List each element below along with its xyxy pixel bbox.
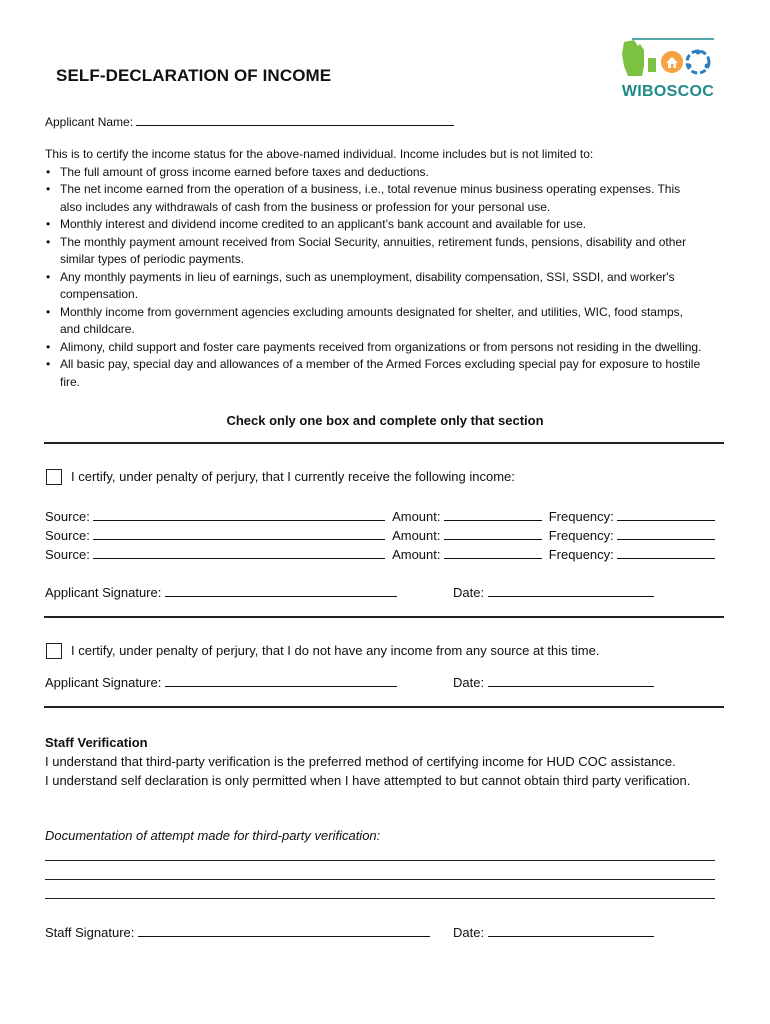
source-field[interactable] bbox=[93, 508, 385, 521]
date-row bbox=[453, 584, 654, 600]
frequency-label: Frequency: bbox=[548, 547, 614, 562]
amount-field[interactable] bbox=[444, 508, 542, 521]
instruction-text: Check only one box and complete only that section bbox=[226, 413, 544, 428]
applicant-name-row bbox=[45, 113, 454, 132]
date-label: Date: bbox=[453, 675, 485, 690]
staff-text-line: I understand that third-party verification is the preferred method of certifying income for HUD COC assistance. bbox=[45, 754, 676, 769]
date-row bbox=[453, 674, 654, 690]
income-checkbox[interactable] bbox=[46, 469, 62, 485]
certify-income-text: I certify, under penalty of perjury, that I currently receive the following income: bbox=[71, 469, 515, 484]
applicant-name-field[interactable] bbox=[136, 113, 454, 126]
page-title: SELF-DECLARATION OF INCOME bbox=[56, 66, 332, 85]
staff-verification bbox=[45, 733, 735, 790]
wiboscoc-logo bbox=[614, 36, 722, 104]
list-item: • Monthly interest and dividend income credited to an applicant’s bank account and available for use. bbox=[45, 216, 725, 234]
income-bullet-list bbox=[45, 164, 725, 392]
documentation-line[interactable] bbox=[45, 879, 715, 880]
applicant-signature-row bbox=[45, 674, 397, 690]
signature-label: Staff Signature: bbox=[45, 925, 135, 940]
source-field[interactable] bbox=[93, 527, 385, 540]
divider bbox=[44, 442, 724, 444]
amount-label: Amount: bbox=[392, 547, 441, 562]
documentation-line[interactable] bbox=[45, 898, 715, 899]
source-label: Source: bbox=[45, 528, 90, 543]
staff-heading: Staff Verification bbox=[45, 735, 148, 750]
staff-text-line: I understand self declaration is only permitted when I have attempted to but cannot obtain third party verification. bbox=[45, 773, 691, 788]
amount-label: Amount: bbox=[392, 509, 441, 524]
staff-signature-field[interactable] bbox=[138, 924, 430, 937]
date-field[interactable] bbox=[488, 584, 654, 597]
income-row bbox=[45, 527, 715, 543]
documentation-line[interactable] bbox=[45, 860, 715, 861]
applicant-name-label: Applicant Name: bbox=[45, 115, 134, 129]
frequency-label: Frequency: bbox=[548, 509, 614, 524]
divider bbox=[44, 706, 724, 708]
amount-label: Amount: bbox=[392, 528, 441, 543]
source-label: Source: bbox=[45, 509, 90, 524]
signature-label: Applicant Signature: bbox=[45, 675, 162, 690]
logo-graphic-icon bbox=[614, 36, 722, 84]
list-item: • All basic pay, special day and allowances of a member of the Armed Forces excluding special pay for exposure to hostile fire. bbox=[45, 356, 725, 391]
signature-label: Applicant Signature: bbox=[45, 585, 162, 600]
intro-text: This is to certify the income status for the above-named individual. Income includes but is not limited to: bbox=[45, 147, 594, 161]
no-income-checkbox[interactable] bbox=[46, 643, 62, 659]
list-item: • The monthly payment amount received from Social Security, annuities, retirement funds, pensions, disability and other similar types of periodic payments. bbox=[45, 234, 725, 269]
list-item: • Alimony, child support and foster care payments received from organizations or from persons not residing in the dwelling. bbox=[45, 339, 725, 357]
list-item: • The net income earned from the operation of a business, i.e., total revenue minus business operating expenses. This also includes any withdrawals of cash from the business or profession for your personal use. bbox=[45, 181, 725, 216]
logo-text: WIBOSCOC bbox=[621, 83, 715, 100]
income-definition bbox=[45, 146, 725, 391]
income-row bbox=[45, 546, 715, 562]
applicant-signature-row bbox=[45, 584, 397, 600]
amount-field[interactable] bbox=[444, 527, 542, 540]
frequency-field[interactable] bbox=[617, 546, 715, 559]
applicant-signature-field[interactable] bbox=[165, 584, 397, 597]
date-label: Date: bbox=[453, 585, 485, 600]
frequency-label: Frequency: bbox=[548, 528, 614, 543]
applicant-signature-field[interactable] bbox=[165, 674, 397, 687]
divider bbox=[44, 616, 724, 618]
date-row bbox=[453, 924, 654, 940]
frequency-field[interactable] bbox=[617, 508, 715, 521]
source-field[interactable] bbox=[93, 546, 385, 559]
amount-field[interactable] bbox=[444, 546, 542, 559]
staff-signature-row bbox=[45, 924, 430, 940]
income-row bbox=[45, 508, 715, 524]
list-item: • Monthly income from government agencies excluding amounts designated for shelter, and utilities, WIC, food stamps, and childcare. bbox=[45, 304, 725, 339]
documentation-label: Documentation of attempt made for third-party verification: bbox=[45, 828, 381, 843]
date-label: Date: bbox=[453, 925, 485, 940]
source-label: Source: bbox=[45, 547, 90, 562]
date-field[interactable] bbox=[488, 924, 654, 937]
list-item: • Any monthly payments in lieu of earnings, such as unemployment, disability compensation, SSI, SSDI, and worker's compensation. bbox=[45, 269, 725, 304]
certify-no-income-text: I certify, under penalty of perjury, that I do not have any income from any source at this time. bbox=[71, 643, 600, 658]
list-item: • The full amount of gross income earned before taxes and deductions. bbox=[45, 164, 725, 182]
date-field[interactable] bbox=[488, 674, 654, 687]
frequency-field[interactable] bbox=[617, 527, 715, 540]
